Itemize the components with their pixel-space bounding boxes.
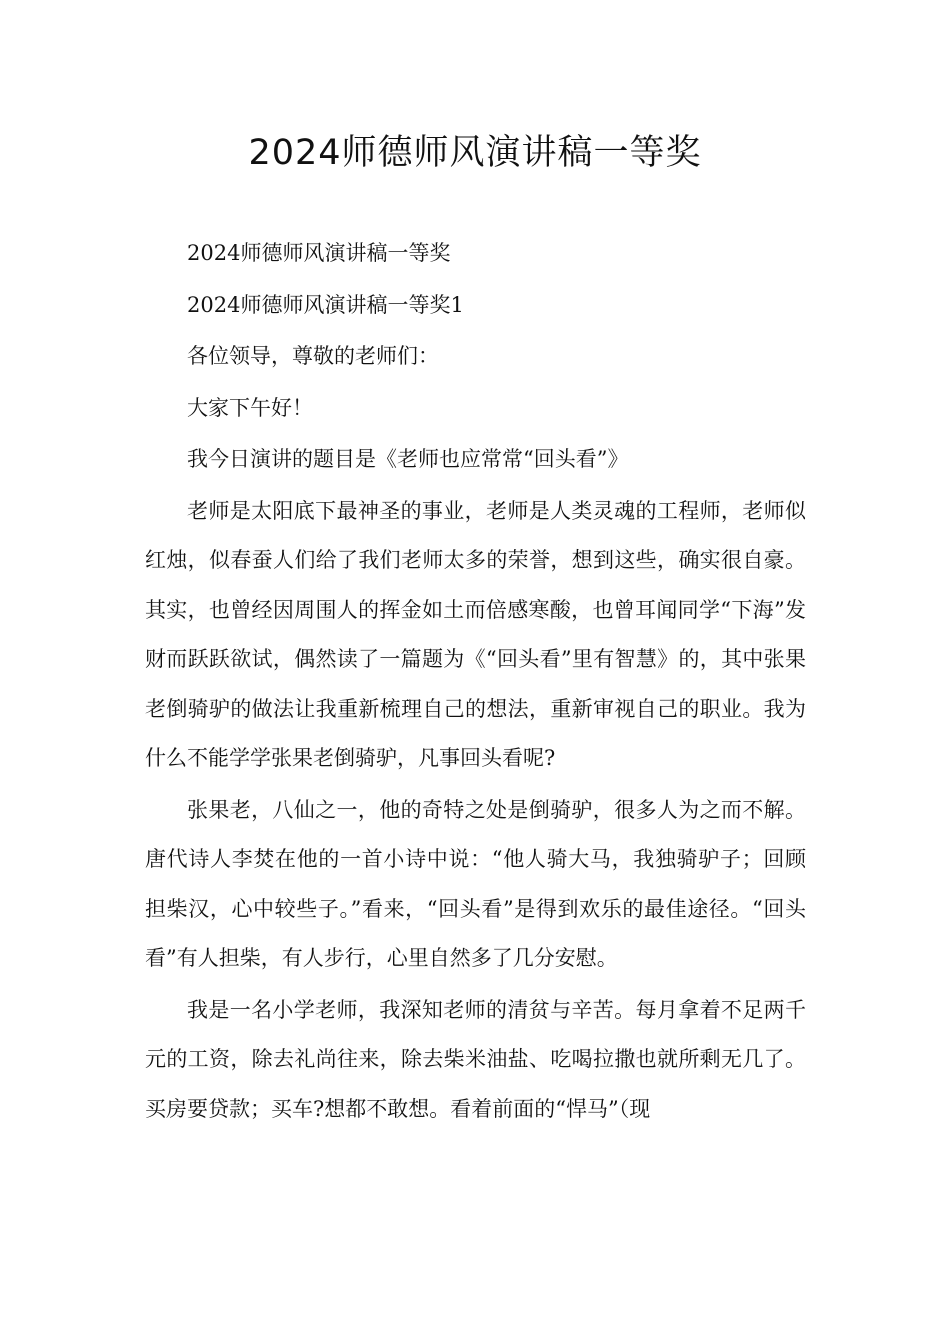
document-title: 2024师德师风演讲稿一等奖 <box>248 133 702 173</box>
paragraph: 2024师德师风演讲稿一等奖1 <box>187 292 464 317</box>
paragraph: 我是一名小学老师，我深知老师的清贫与辛苦。每月拿着不足两千元的工资，除去礼尚往来，除去柴米油盐、吃喝拉撒也就所剩无几了。买房要贷款；买车?想都不敢想。看着前面的“悍马”（现 <box>145 997 806 1121</box>
document-body <box>145 229 806 1136</box>
paragraph: 大家下午好！ <box>187 395 313 420</box>
paragraph: 各位领导，尊敬的老师们： <box>187 344 439 368</box>
paragraph: 2024师德师风演讲稿一等奖 <box>187 241 451 265</box>
paragraph: 张果老，八仙之一，他的奇特之处是倒骑驴，很多人为之而不解。唐代诗人李焚在他的一首小诗中说：“他人骑大马，我独骑驴子；回顾担柴汉，心中较些子。”看来，“回头看”是得到欢乐的最佳途径。“回头看”有人担柴，有人步行，心里自然多了几分安慰。 <box>145 797 806 970</box>
paragraph: 老师是太阳底下最神圣的事业，老师是人类灵魂的工程师，老师似红烛，似春蚕人们给了我们老师太多的荣誉，想到这些，确实很自豪。其实，也曾经因周围人的挥金如土而倍感寒酸，也曾耳闻同学“下海”发财而跃跃欲试，偶然读了一篇题为《“回头看”里有智慧》的，其中张果老倒骑驴的做法让我重新梳理自己的想法，重新审视自己的职业。我为什么不能学学张果老倒骑驴，凡事回头看呢? <box>145 498 806 770</box>
paragraph: 我今日演讲的题目是《老师也应常常“回头看”》 <box>187 447 629 471</box>
